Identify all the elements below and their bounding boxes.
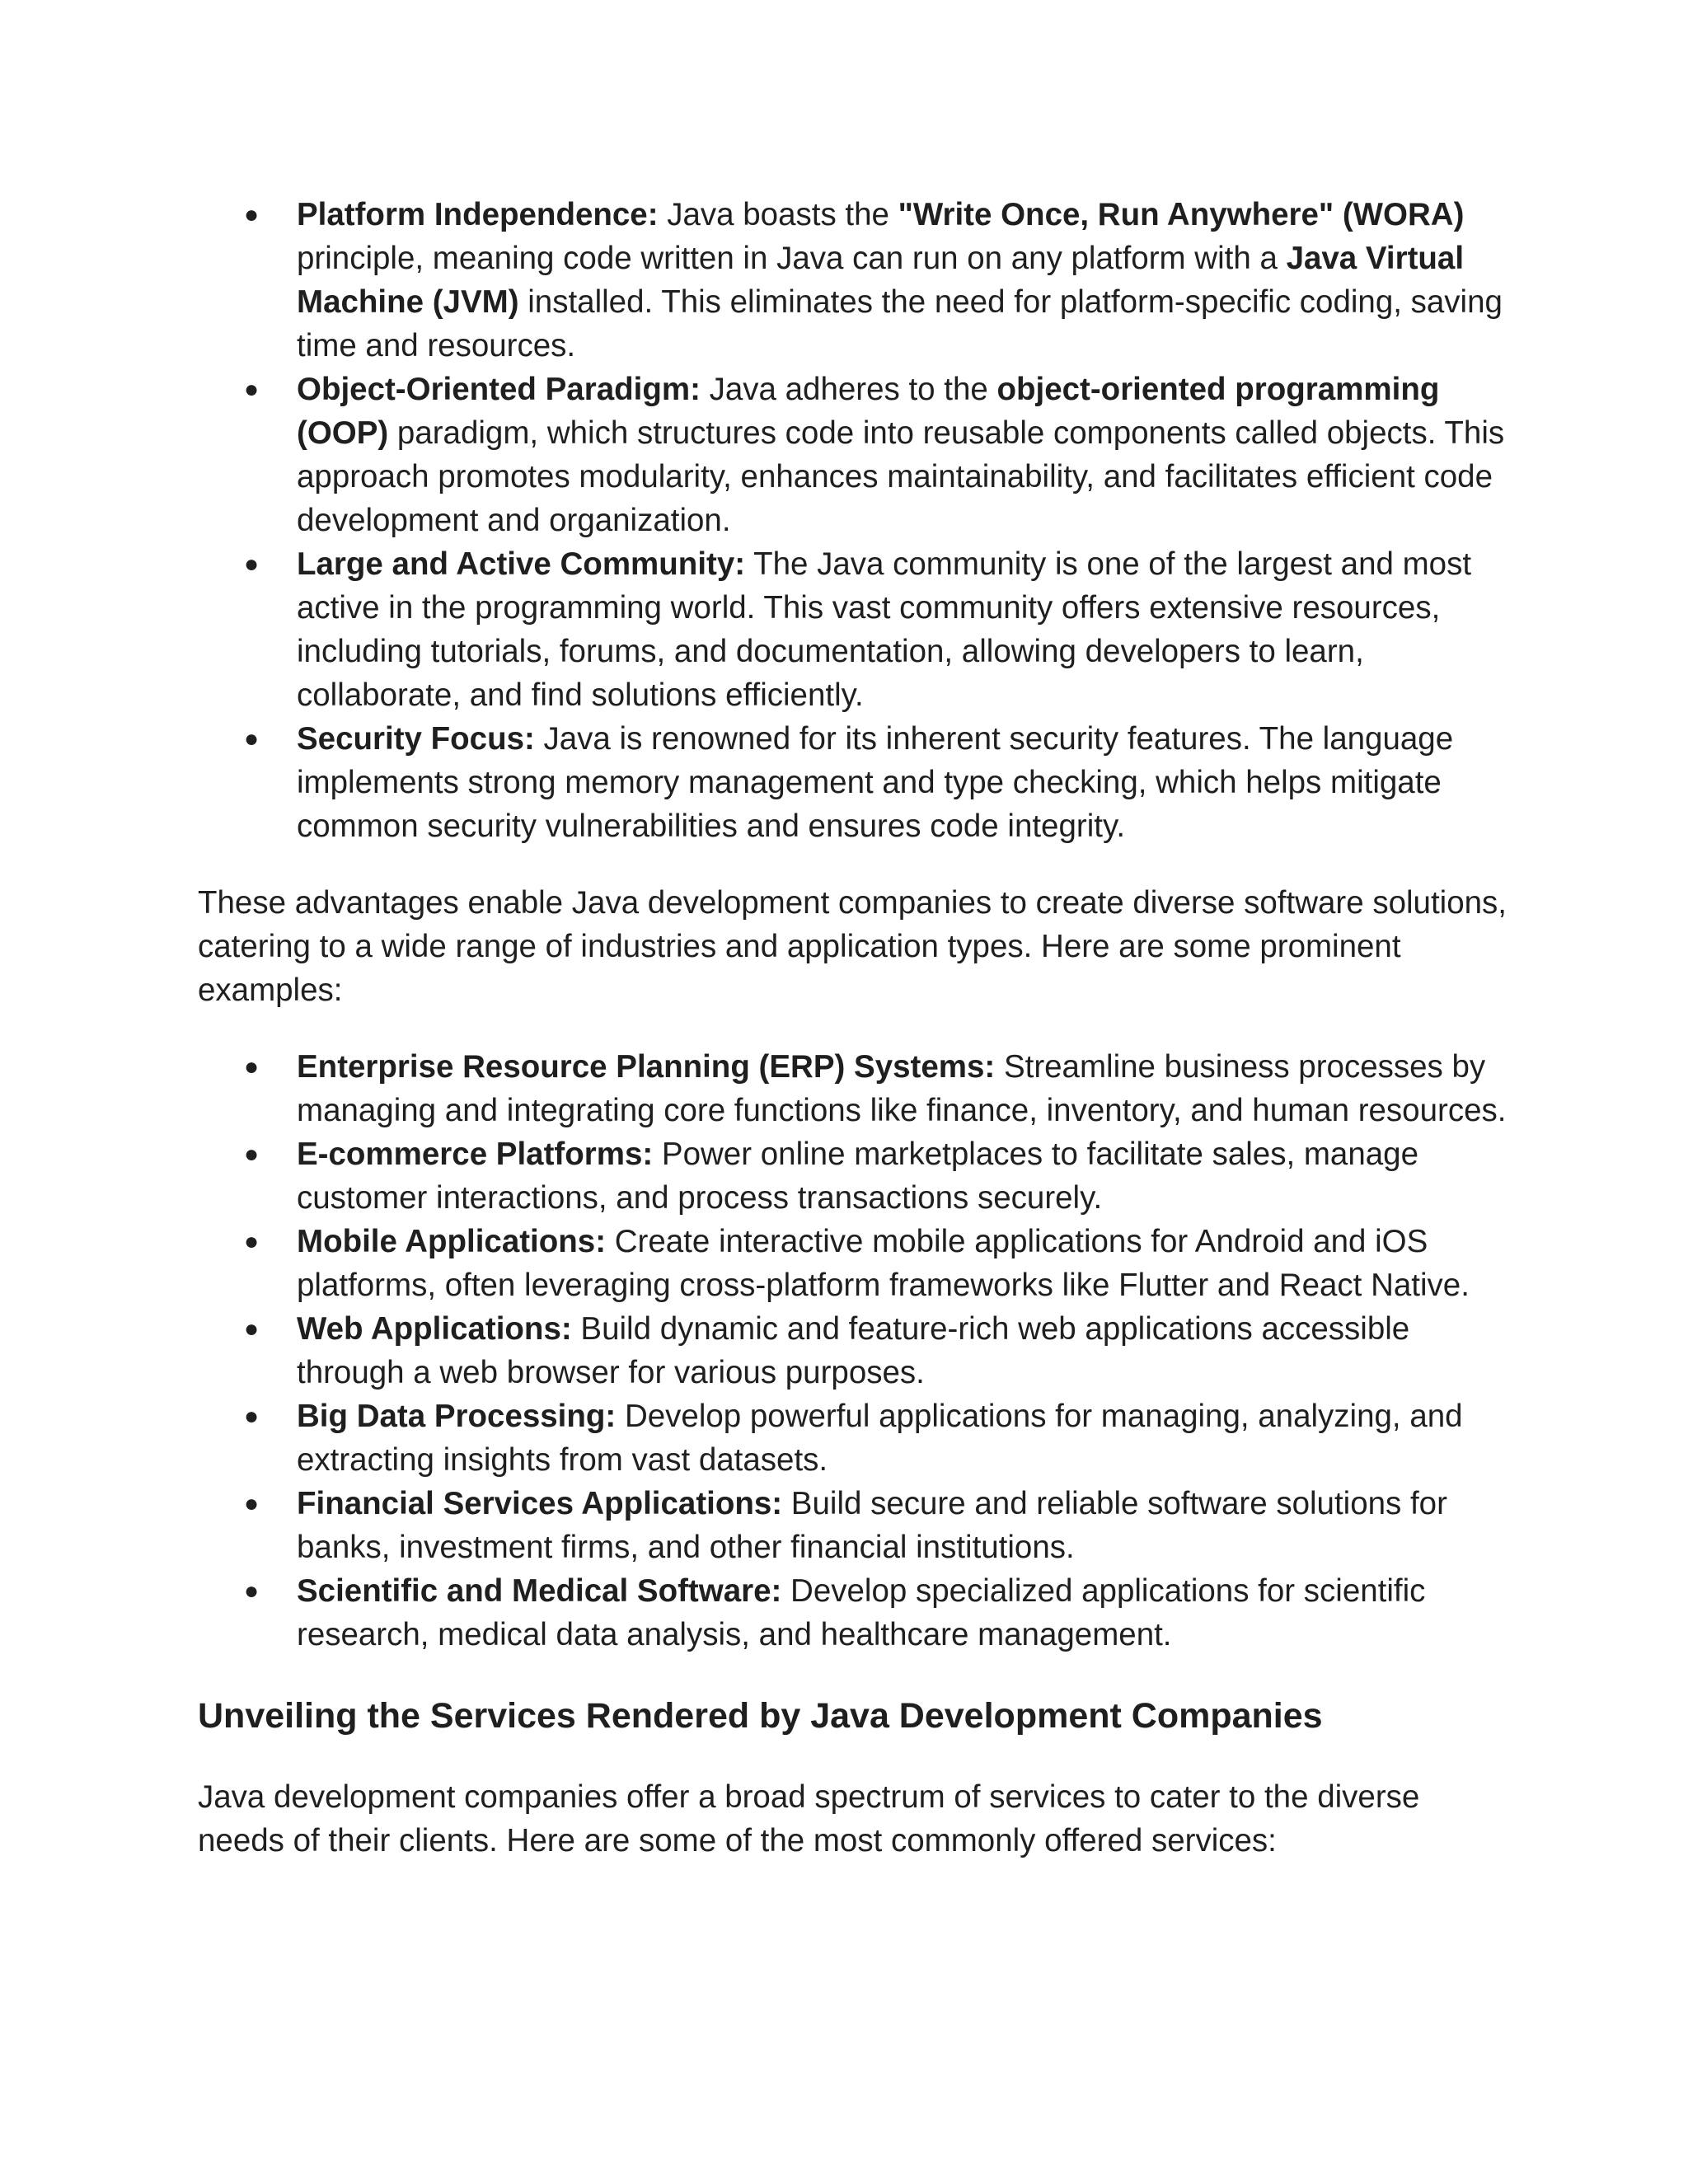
bold-text: "Write Once, Run Anywhere" (WORA) xyxy=(898,197,1465,232)
bullet-icon: ● xyxy=(244,1403,260,1430)
bullet-icon: ● xyxy=(244,1228,260,1255)
bullet-icon: ● xyxy=(244,551,260,578)
bold-text: Web Applications: xyxy=(297,1311,572,1347)
bullet-icon: ● xyxy=(244,1053,260,1080)
list-item xyxy=(198,1569,1508,1657)
body-text: Power online marketplaces to facilitate sales, manage customer interactions, and process transactions securely. xyxy=(297,1137,1418,1216)
bold-text: Security Focus: xyxy=(297,721,535,757)
bullet-icon: ● xyxy=(244,376,260,403)
bold-text: Big Data Processing: xyxy=(297,1399,617,1434)
body-text: installed. This eliminates the need for platform-specific coding, saving time and resources. xyxy=(297,284,1503,363)
body-text: Create interactive mobile applications for Android and iOS platforms, often leveraging cross-platform frameworks like Flutter and React Native. xyxy=(297,1224,1470,1303)
list-item xyxy=(198,542,1508,717)
java-advantages-list xyxy=(198,193,1508,848)
bold-text: Financial Services Applications: xyxy=(297,1486,783,1521)
bold-text: Large and Active Community: xyxy=(297,546,746,582)
list-item xyxy=(198,193,1508,368)
bold-text: Scientific and Medical Software: xyxy=(297,1573,782,1609)
list-item xyxy=(198,1220,1508,1307)
bullet-icon: ● xyxy=(244,201,260,228)
bold-text: Java Virtual Machine (JVM) xyxy=(297,241,1465,320)
list-item xyxy=(198,717,1508,848)
advantages-summary-paragraph: These advantages enable Java development companies to create diverse software solutions, catering to a wide range of industries and application types. Here are some prominent examples: xyxy=(198,885,1507,1008)
body-text: The Java community is one of the largest and most active in the programming world. This vast community offers extensive resources, including tutorials, forums, and documentation, allowing developers to learn, collaborate, and find solutions efficiently. xyxy=(297,546,1472,713)
bold-text: Enterprise Resource Planning (ERP) Systems: xyxy=(297,1049,996,1085)
body-text: Java adheres to the xyxy=(700,372,997,407)
body-text: Java boasts the xyxy=(658,197,898,232)
bullet-icon: ● xyxy=(244,1315,260,1343)
bullet-icon: ● xyxy=(244,1490,260,1517)
list-item xyxy=(198,1132,1508,1220)
bold-text: Object-Oriented Paradigm: xyxy=(297,372,701,407)
application-types-list xyxy=(198,1045,1508,1657)
bold-text: Platform Independence: xyxy=(297,197,659,232)
body-text: Develop powerful applications for managing, analyzing, and extracting insights from vast datasets. xyxy=(297,1399,1463,1478)
bullet-icon: ● xyxy=(244,1577,260,1605)
bold-text: object-oriented programming (OOP) xyxy=(297,372,1440,451)
services-section-heading: Unveiling the Services Rendered by Java Development Companies xyxy=(198,1696,1323,1736)
list-item xyxy=(198,368,1508,542)
body-text: Develop specialized applications for scientific research, medical data analysis, and healthcare management. xyxy=(297,1573,1426,1652)
bullet-icon: ● xyxy=(244,725,260,752)
services-intro-paragraph: Java development companies offer a broad spectrum of services to cater to the diverse needs of their clients. Here are some of the most commonly offered services: xyxy=(198,1779,1420,1858)
document-page xyxy=(198,193,1508,1863)
bullet-icon: ● xyxy=(244,1141,260,1168)
list-item xyxy=(198,1307,1508,1394)
list-item xyxy=(198,1045,1508,1132)
body-text: Streamline business processes by managing and integrating core functions like finance, inventory, and human resources. xyxy=(297,1049,1507,1128)
body-text: Build dynamic and feature-rich web applications accessible through a web browser for various purposes. xyxy=(297,1311,1410,1390)
body-text: paradigm, which structures code into reusable components called objects. This approach promotes modularity, enhances maintainability, and facilitates efficient code development and organization. xyxy=(297,415,1505,538)
bold-text: E-commerce Platforms: xyxy=(297,1137,654,1172)
body-text: Build secure and reliable software solutions for banks, investment firms, and other financial institutions. xyxy=(297,1486,1447,1565)
body-text: principle, meaning code written in Java can run on any platform with a xyxy=(297,241,1287,276)
bold-text: Mobile Applications: xyxy=(297,1224,607,1259)
body-text: Java is renowned for its inherent security features. The language implements strong memory management and type checking, which helps mitigate common security vulnerabilities and ensures code integrity. xyxy=(297,721,1454,844)
list-item xyxy=(198,1394,1508,1482)
list-item xyxy=(198,1482,1508,1569)
